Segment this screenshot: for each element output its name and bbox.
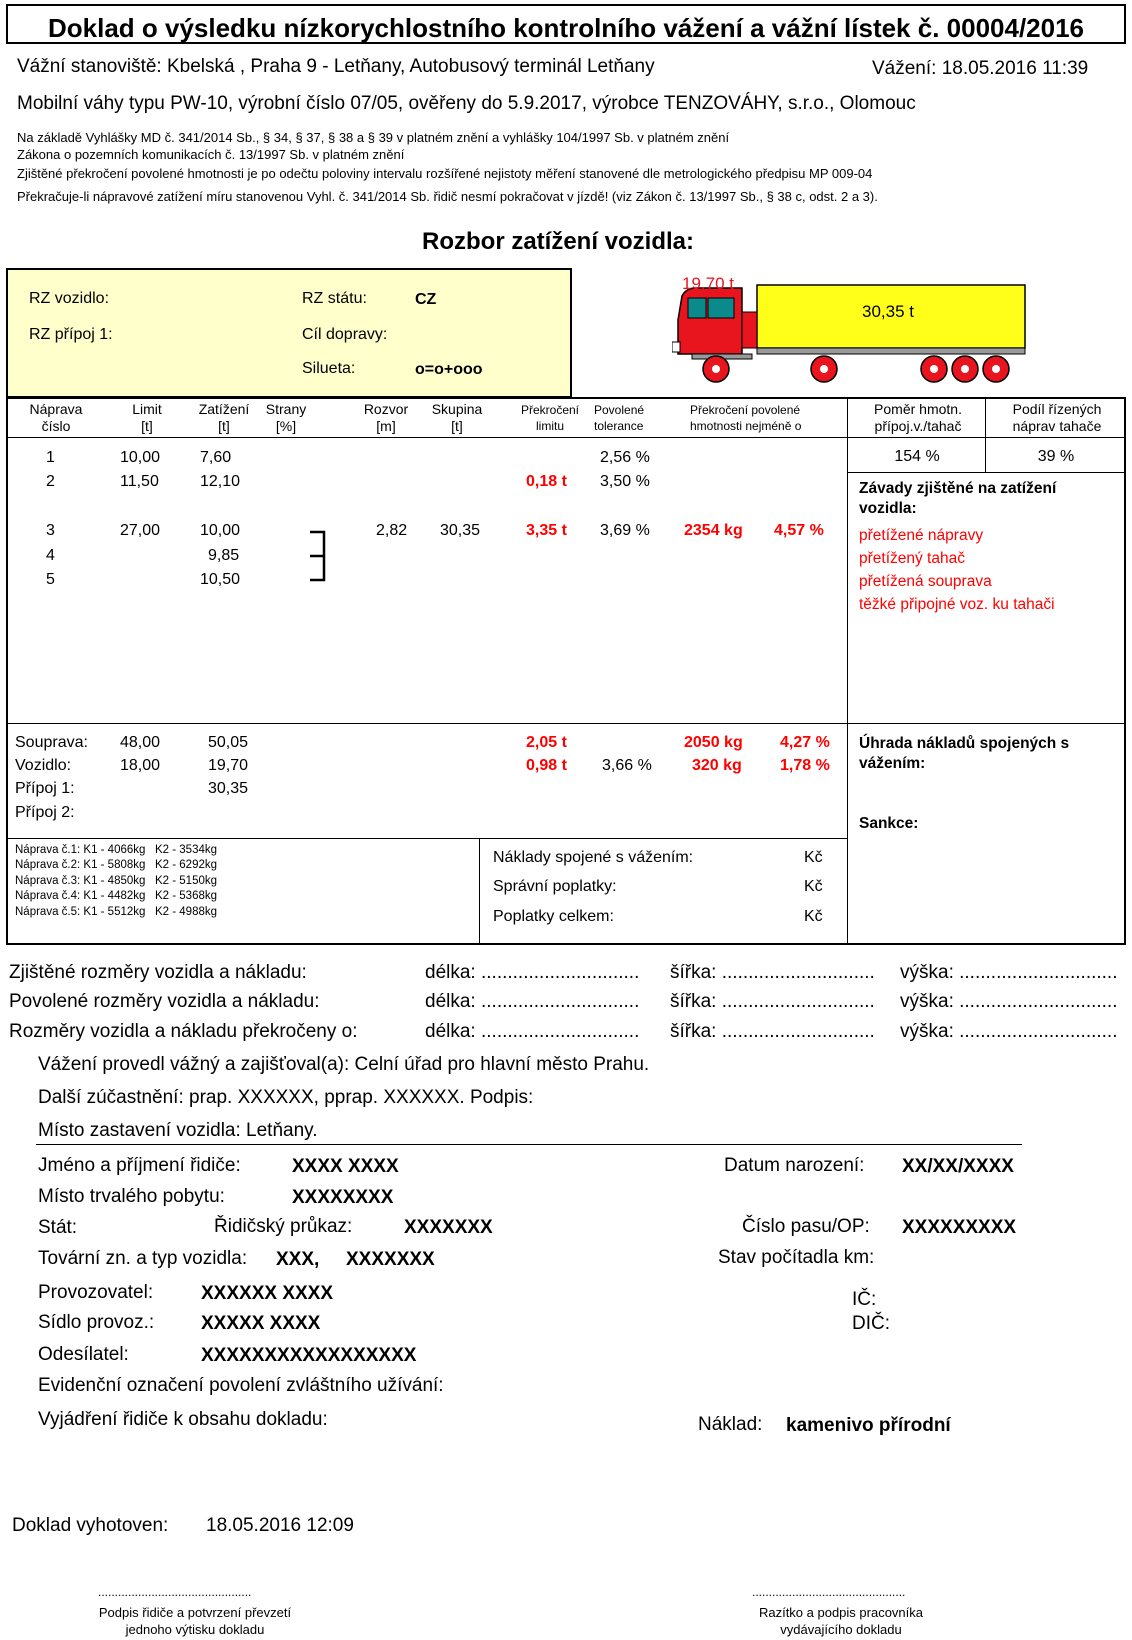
axle-detail-1: Náprava č.1: K1 - 4066kg K2 - 3534kg	[15, 844, 218, 856]
axle-3-number: 3	[46, 522, 55, 539]
signature-caption-left: Podpis řidiče a potvrzení převzetí jednoho výtisku dokladu	[98, 1605, 292, 1637]
passport-value: XXXXXXXXX	[902, 1217, 1017, 1238]
axle-3-excess-pct: 4,57 %	[774, 522, 824, 539]
dim-allowed-length: délka: ..............................	[425, 991, 640, 1012]
sender-label: Odesílatel:	[38, 1344, 129, 1365]
issued-value: 18.05.2016 12:09	[206, 1515, 354, 1536]
souprava-label: Souprava:	[15, 734, 88, 751]
analysis-title: Rozbor zatížení vozidla:	[422, 228, 695, 255]
dim-found-label: Zjištěné rozměry vozidla a nákladu:	[9, 962, 307, 983]
driver-name-label: Jméno a příjmení řidiče:	[38, 1155, 241, 1176]
vozidlo-excess-pct: 1,78 %	[780, 757, 830, 774]
defect-2: přetížený tahač	[859, 550, 965, 567]
axle-2-excess: 0,18 t	[526, 473, 567, 490]
defect-3: přetížená souprava	[859, 573, 992, 590]
axle-2-load: 12,10	[200, 473, 241, 490]
costs-divider	[479, 838, 480, 945]
pripoj1-label: Přípoj 1:	[15, 780, 75, 797]
souprava-excess: 2,05 t	[526, 734, 567, 751]
col-rozvor: Rozvor [m]	[363, 401, 409, 434]
vozidlo-load: 19,70	[208, 757, 249, 774]
dim-found-length: délka: ..............................	[425, 962, 640, 983]
costs-admin-label: Správní poplatky:	[493, 878, 617, 895]
cil-dopravy-label: Cíl dopravy:	[302, 326, 388, 343]
souprava-load: 50,05	[208, 734, 249, 751]
birth-date-value: XX/XX/XXXX	[902, 1156, 1014, 1177]
cargo-value: kamenivo přírodní	[786, 1415, 951, 1436]
sanctions-label: Sankce:	[859, 815, 919, 832]
odometer-label: Stav počítadla km:	[718, 1247, 875, 1268]
axle-3-load: 10,00	[200, 522, 241, 539]
signature-line-left: ..............................................	[98, 1585, 252, 1599]
axle-1-load: 7,60	[200, 449, 232, 466]
weighing-station: Vážní stanoviště: Kbelská , Praha 9 - Letňany, Autobusový terminál Letňany	[17, 56, 655, 77]
dim-allowed-label: Povolené rozměry vozidla a nákladu:	[9, 991, 320, 1012]
axle-2-tolerance: 3,50 %	[600, 473, 650, 490]
axle-group-bracket	[308, 530, 332, 582]
axle-5-number: 5	[46, 571, 55, 588]
axle-3-excess-kg: 2354 kg	[684, 522, 743, 539]
ratio-value: 154 %	[894, 448, 940, 465]
axle-1-tolerance: 2,56 %	[600, 449, 650, 466]
state-label: Stát:	[38, 1217, 78, 1238]
weighing-performed-by: Vážení provedl vážný a zajišťoval(a): Celní úřad pro hlavní město Prahu.	[38, 1054, 650, 1075]
costs-total-currency: Kč	[804, 908, 823, 925]
totals-divider	[6, 723, 1126, 724]
info-divider	[36, 1144, 1022, 1145]
operator-seat-value: XXXXX XXXX	[201, 1313, 321, 1334]
vozidlo-limit: 18,00	[120, 757, 161, 774]
issued-label: Doklad vyhotoven:	[12, 1515, 169, 1536]
dim-exceeded-label: Rozměry vozidla a nákladu překročeny o:	[9, 1021, 358, 1042]
col-skupina: Skupina [t]	[431, 401, 483, 434]
axle-detail-4: Náprava č.4: K1 - 4482kg K2 - 5368kg	[15, 890, 218, 902]
axle-detail-3: Náprava č.3: K1 - 4850kg K2 - 5150kg	[15, 875, 218, 887]
axle-1-limit: 10,00	[120, 449, 161, 466]
cost-reimbursement-title: Úhrada nákladů spojených s vážením:	[859, 735, 1070, 772]
axle-detail-5: Náprava č.5: K1 - 5512kg K2 - 4988kg	[15, 906, 218, 918]
dim-found-width: šířka: .............................	[670, 962, 875, 983]
axle-3-excess: 3,35 t	[526, 522, 567, 539]
dim-allowed-width: šířka: .............................	[670, 991, 875, 1012]
truck-cab	[672, 288, 757, 359]
souprava-excess-kg: 2050 kg	[684, 734, 743, 751]
dim-exceeded-width: šířka: .............................	[670, 1021, 875, 1042]
license-value: XXXXXXX	[404, 1217, 493, 1238]
pripoj2-label: Přípoj 2:	[15, 804, 75, 821]
legal-text-2: Zákona o pozemních komunikacích č. 13/1997 Sb. v platném znění	[17, 147, 405, 162]
rz-statu-label: RZ státu:	[302, 290, 367, 307]
col-naprava: Náprava číslo	[29, 401, 83, 434]
wheels	[703, 356, 1009, 382]
license-label: Řidičský průkaz:	[214, 1216, 353, 1237]
col-limit: Limit [t]	[132, 401, 162, 434]
rz-statu-value: CZ	[415, 291, 437, 308]
header-col-divider	[985, 397, 986, 437]
birth-date-label: Datum narození:	[724, 1155, 865, 1176]
axle-5-load: 10,50	[200, 571, 241, 588]
col-tolerance: Povolené tolerance	[594, 403, 645, 433]
dim-found-height: výška: ..............................	[900, 962, 1118, 983]
vozidlo-tolerance: 3,66 %	[602, 757, 652, 774]
vozidlo-excess-kg: 320 kg	[692, 757, 742, 774]
operator-value: XXXXXX XXXX	[201, 1283, 334, 1304]
residence-value: XXXXXXXX	[292, 1187, 394, 1208]
header-divider	[6, 437, 1126, 438]
costs-total-label: Poplatky celkem:	[493, 908, 614, 925]
defect-4: těžké připojné voz. ku tahači	[859, 596, 1055, 613]
steered-share-value: 39 %	[1037, 448, 1075, 465]
dim-exceeded-length: délka: ..............................	[425, 1021, 640, 1042]
col-podil: Podíl řízených náprav tahače	[1012, 401, 1102, 434]
silueta-label: Silueta:	[302, 360, 356, 377]
rz-vozidlo-label: RZ vozidlo:	[29, 290, 110, 307]
permit-label: Evidenční označení povolení zvláštního užívání:	[38, 1375, 444, 1396]
col-strany: Strany [%]	[265, 401, 307, 434]
costs-weighing-currency: Kč	[804, 849, 823, 866]
signature-caption-right: Razítko a podpis pracovníka vydávajícího dokladu	[758, 1605, 924, 1637]
stop-location: Místo zastavení vozidla: Letňany.	[38, 1120, 318, 1141]
vehicle-type-value-1: XXX,	[276, 1249, 320, 1270]
axle-4-load: 9,85	[208, 547, 240, 564]
axle-2-number: 2	[46, 473, 55, 490]
axle-3-tolerance: 3,69 %	[600, 522, 650, 539]
truck-weight-label: 19,70 t	[682, 274, 734, 293]
operator-seat-label: Sídlo provoz.:	[38, 1312, 155, 1333]
vozidlo-label: Vozidlo:	[15, 757, 72, 774]
right-col-divider	[847, 397, 848, 945]
dic-label: DIČ:	[852, 1313, 890, 1334]
col-pomer: Poměr hmotn. přípoj.v./tahač	[874, 401, 962, 434]
dim-allowed-height: výška: ..............................	[900, 991, 1118, 1012]
scales-info: Mobilní váhy typu PW-10, výrobní číslo 07/05, ověřeny do 5.9.2017, výrobce TENZOVÁHY, s.r.o., Olomouc	[17, 93, 916, 114]
defect-1: přetížené nápravy	[859, 527, 984, 544]
driver-statement-label: Vyjádření řidiče k obsahu dokladu:	[38, 1409, 328, 1430]
col-zatizeni: Zatížení [t]	[198, 401, 250, 434]
axle-3-wheelbase: 2,82	[376, 522, 408, 539]
rz-pripoj-label: RZ přípoj 1:	[29, 326, 113, 343]
pripoj1-load: 30,35	[208, 780, 249, 797]
cargo-label: Náklad:	[698, 1414, 763, 1435]
driver-name-value: XXXX XXXX	[292, 1156, 399, 1177]
residence-label: Místo trvalého pobytu:	[38, 1186, 225, 1207]
axle-2-limit: 11,50	[120, 473, 159, 490]
trailer-weight-label: 30,35 t	[862, 302, 914, 321]
other-participants: Další zúčastnění: prap. XXXXXX, pprap. XXXXXX. Podpis:	[38, 1087, 534, 1108]
document-title: Doklad o výsledku nízkorychlostního kontrolního vážení a vážní lístek č. 00004/2016	[47, 13, 1085, 43]
axle-1-number: 1	[46, 449, 55, 466]
sender-value: XXXXXXXXXXXXXXXXX	[201, 1345, 417, 1366]
dim-exceeded-height: výška: ..............................	[900, 1021, 1118, 1042]
weighing-time: Vážení: 18.05.2016 11:39	[872, 58, 1089, 79]
souprava-limit: 48,00	[120, 734, 161, 751]
passport-label: Číslo pasu/OP:	[742, 1216, 870, 1237]
col-prekroceni-hmotnosti: Překročení povolené hmotnosti nejméně o	[690, 403, 802, 433]
vehicle-type-label: Tovární zn. a typ vozidla:	[38, 1248, 248, 1269]
axle-4-number: 4	[46, 547, 55, 564]
costs-admin-currency: Kč	[804, 878, 823, 895]
col-prekroceni: Překročení limitu	[520, 403, 580, 433]
legal-text-4: Překračuje-li nápravové zatížení míru stanovenou Vyhl. č. 341/2014 Sb. řidič nesmí pokračovat v jízdě! (viz Zákon č. 13/1997 Sb., § 38 c, odst. 2 a 3).	[17, 189, 878, 204]
silueta-value: o=o+ooo	[415, 361, 483, 378]
costs-weighing-label: Náklady spojené s vážením:	[493, 849, 694, 866]
legal-text-3: Zjištěné překročení povolené hmotnosti je po odečtu poloviny intervalu rozšířené nejistoty měření stanovené dle metrologického předpisu MP 009-04	[17, 166, 873, 181]
axle-3-limit: 27,00	[120, 522, 161, 539]
detail-divider	[6, 838, 848, 839]
ic-label: IČ:	[852, 1289, 877, 1310]
legal-text-1: Na základě Vyhlášky MD č. 341/2014 Sb., § 34, § 37, § 38 a § 39 v platném znění a vyhlášky 104/1997 Sb. v platném znění	[17, 130, 730, 145]
signature-line-right: ..............................................	[752, 1585, 906, 1599]
axle-3-group: 30,35	[440, 522, 481, 539]
souprava-excess-pct: 4,27 %	[780, 734, 830, 751]
defects-title: Závady zjištěné na zatížení vozidla:	[859, 480, 1057, 517]
operator-label: Provozovatel:	[38, 1282, 154, 1303]
ratio-box-bottom	[848, 472, 1126, 473]
axle-detail-2: Náprava č.2: K1 - 5808kg K2 - 6292kg	[15, 859, 218, 871]
vozidlo-excess: 0,98 t	[526, 757, 567, 774]
vehicle-type-value-2: XXXXXXX	[346, 1249, 435, 1270]
